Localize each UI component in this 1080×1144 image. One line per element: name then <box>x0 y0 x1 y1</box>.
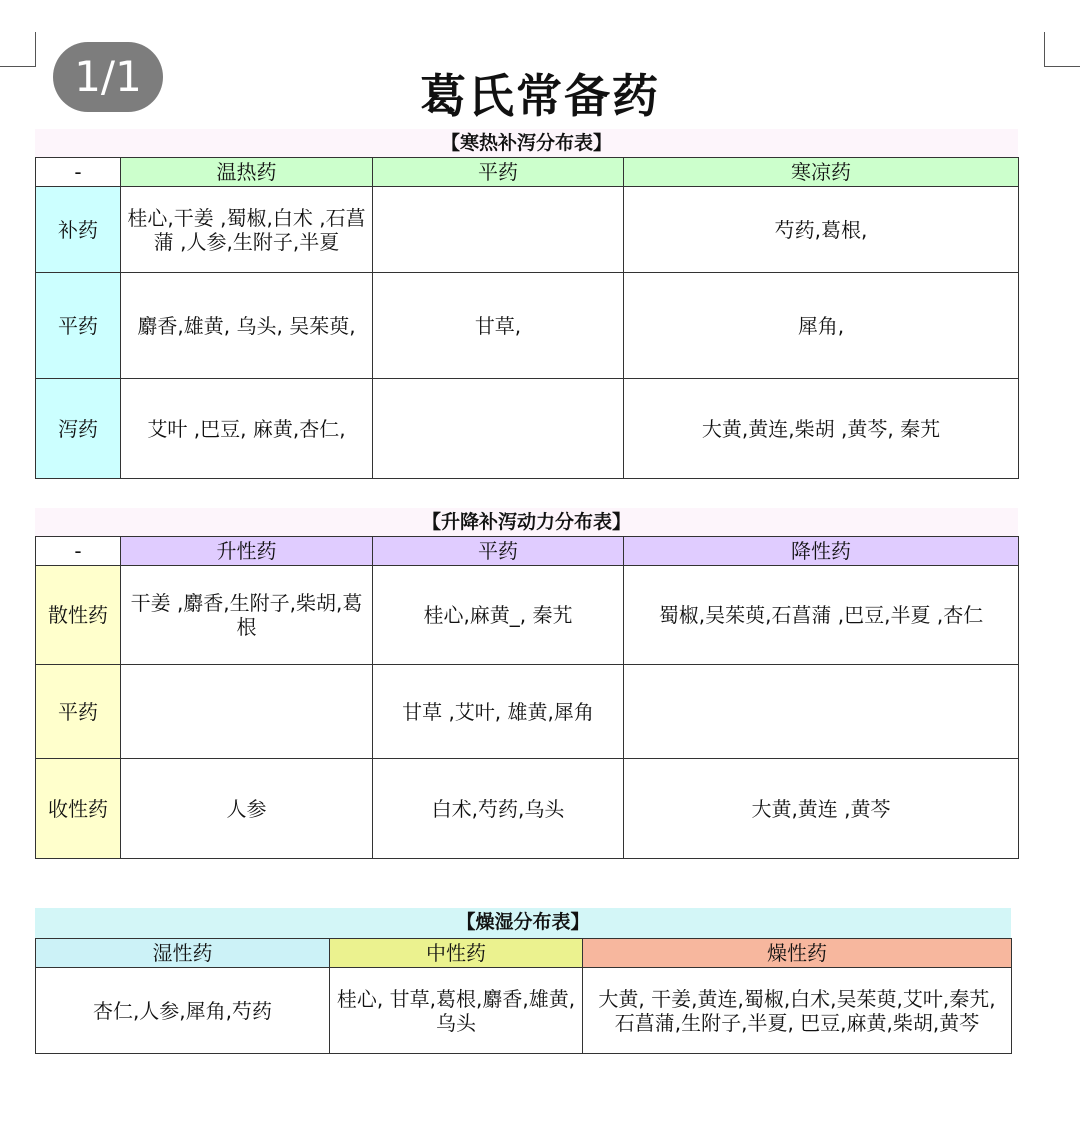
table1-caption: 【寒热补泻分布表】 <box>35 129 1018 157</box>
table1-col-cold: 寒凉药 <box>624 158 1019 187</box>
table-row <box>36 968 1012 1054</box>
row-label: 散性药 <box>36 566 121 665</box>
table-cell: 桂心, 甘草,葛根,麝香,雄黄,乌头 <box>330 968 583 1054</box>
table-cell: 白术,芍药,乌头 <box>373 759 624 859</box>
table-cell: 桂心,麻黄_, 秦艽 <box>373 566 624 665</box>
table1-col-neutral: 平药 <box>373 158 624 187</box>
table3-col-damp: 湿性药 <box>36 939 330 968</box>
table-cell: 蜀椒,吴茱萸,石菖蒲 ,巴豆,半夏 ,杏仁 <box>624 566 1019 665</box>
table1 <box>35 157 1019 479</box>
page-indicator: 1/1 <box>53 42 163 112</box>
table-cell: 大黄,黄连,柴胡 ,黄芩, 秦艽 <box>624 379 1019 479</box>
table-cell: 麝香,雄黄, 乌头, 吴茱萸, <box>121 273 373 379</box>
row-label: 收性药 <box>36 759 121 859</box>
table-row <box>36 379 1019 479</box>
row-label: 平药 <box>36 665 121 759</box>
table1-header-row <box>36 158 1019 187</box>
table1-col-warm: 温热药 <box>121 158 373 187</box>
table-cell: 大黄, 干姜,黄连,蜀椒,白术,吴茱萸,艾叶,秦艽,石菖蒲,生附子,半夏, 巴豆,麻黄,柴胡,黄芩 <box>583 968 1012 1054</box>
table-row <box>36 665 1019 759</box>
table-cell: 桂心,干姜 ,蜀椒,白术 ,石菖蒲 ,人参,生附子,半夏 <box>121 187 373 273</box>
table-cell: 艾叶 ,巴豆, 麻黄,杏仁, <box>121 379 373 479</box>
table2-caption: 【升降补泻动力分布表】 <box>35 508 1018 536</box>
table1-corner: - <box>36 158 121 187</box>
table-row <box>36 759 1019 859</box>
crop-mark-top-left <box>35 32 36 66</box>
row-label: 补药 <box>36 187 121 273</box>
page-title: 葛氏常备药 <box>420 69 660 123</box>
table2 <box>35 536 1019 859</box>
table-cell: 杏仁,人参,犀角,芍药 <box>36 968 330 1054</box>
table-cell: 大黄,黄连 ,黄芩 <box>624 759 1019 859</box>
table3-header-row <box>36 939 1012 968</box>
table-cell: 犀角, <box>624 273 1019 379</box>
table2-col-descending: 降性药 <box>624 537 1019 566</box>
table-cell <box>373 379 624 479</box>
table2-corner: - <box>36 537 121 566</box>
table-row <box>36 273 1019 379</box>
table-cell: 甘草 ,艾叶, 雄黄,犀角 <box>373 665 624 759</box>
table-cell: 甘草, <box>373 273 624 379</box>
table-cell: 芍药,葛根, <box>624 187 1019 273</box>
table-cell: 干姜 ,麝香,生附子,柴胡,葛根 <box>121 566 373 665</box>
crop-mark-top-right <box>1044 32 1045 66</box>
table2-header-row <box>36 537 1019 566</box>
row-label: 泻药 <box>36 379 121 479</box>
table2-col-neutral: 平药 <box>373 537 624 566</box>
table2-col-ascending: 升性药 <box>121 537 373 566</box>
table3-col-dry: 燥性药 <box>583 939 1012 968</box>
table3-col-neutral: 中性药 <box>330 939 583 968</box>
table-cell <box>121 665 373 759</box>
table3 <box>35 938 1012 1054</box>
table-cell <box>373 187 624 273</box>
row-label: 平药 <box>36 273 121 379</box>
table3-caption: 【燥湿分布表】 <box>35 908 1011 938</box>
table-cell <box>624 665 1019 759</box>
table-row <box>36 187 1019 273</box>
table-cell: 人参 <box>121 759 373 859</box>
table-row <box>36 566 1019 665</box>
